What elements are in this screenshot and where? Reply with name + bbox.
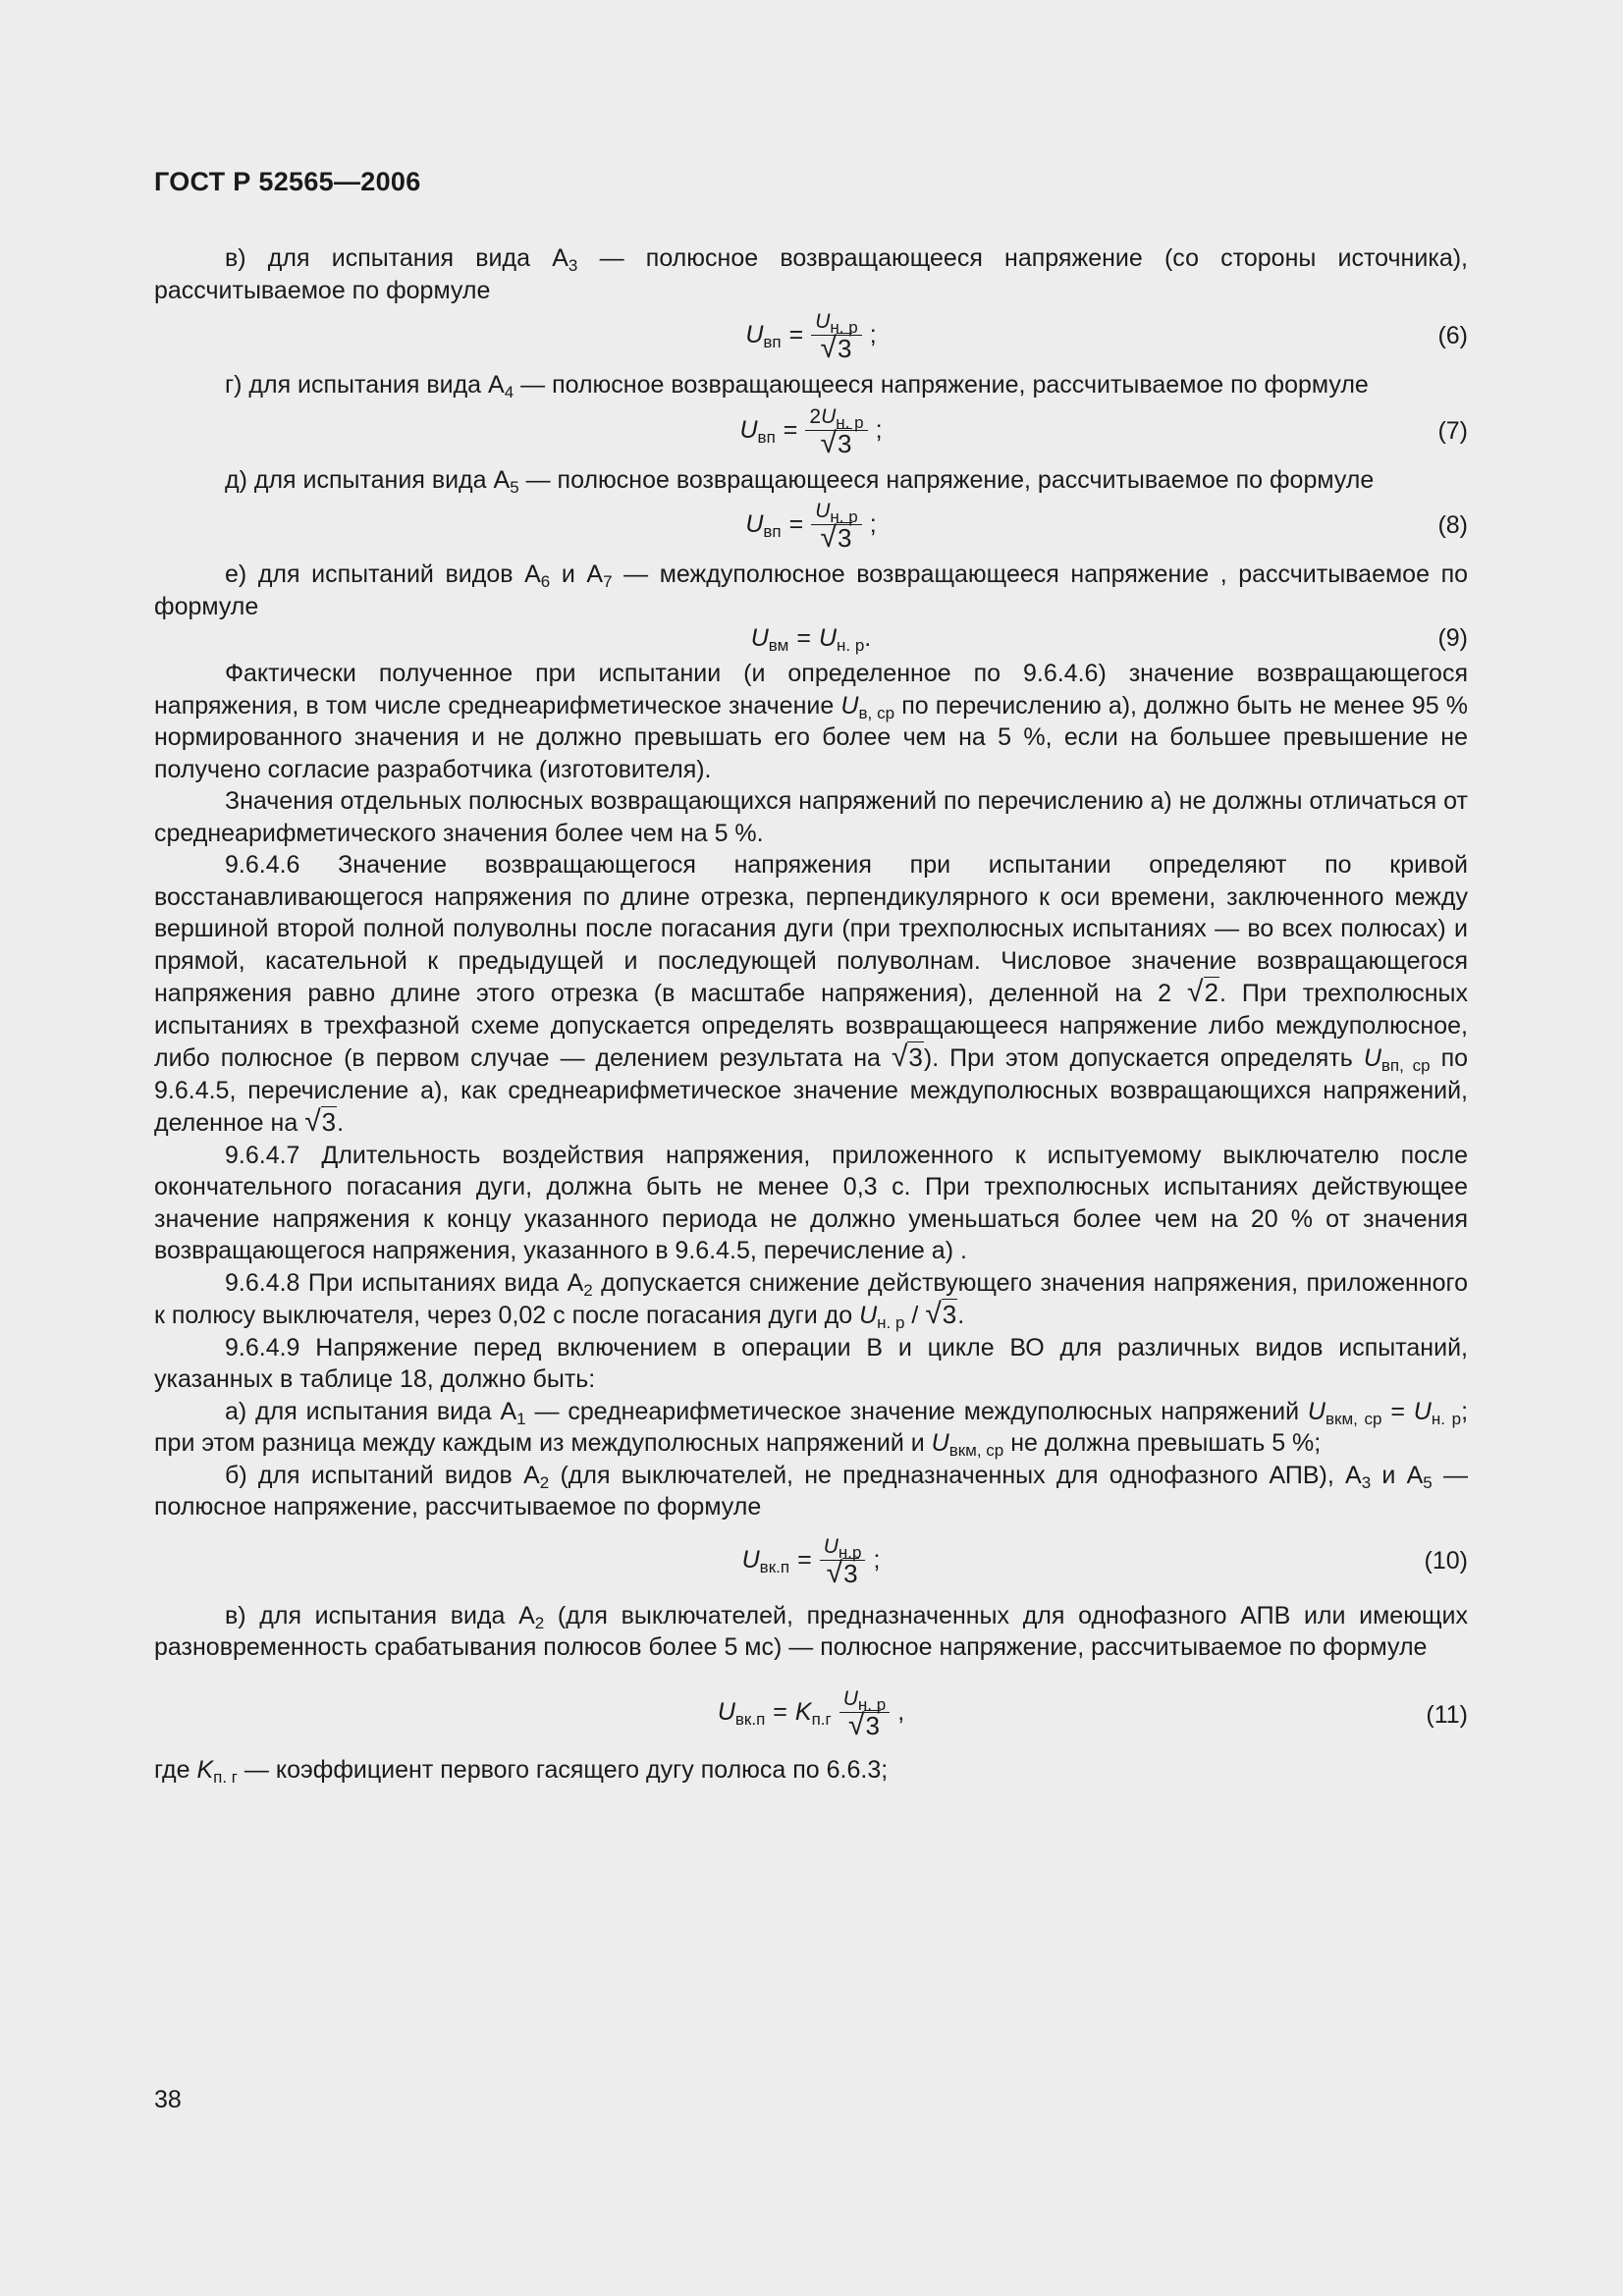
formula-6: $U_{вп}$ = $\frac{U_{н. р}}{√3}$ ; (6) [745, 310, 1468, 364]
paragraph-item-b: б) для испытаний видов $А_2$ (для выключателей, не предназначенных для однофазного АПВ), $А_3$ и $А_5$ — полюсное напряжение, рассчитываемое по формуле [154, 1461, 1468, 1521]
paragraph-item-a: а) для испытания вида $А_1$ — среднеарифметическое значение междуполюсных напряжений $U_{вкм, ср} = U_{н. р}$; при этом разница между каждым из междуполюсных напряжений и $U_{вкм, ср}$ не должна превышать 5 %; [154, 1397, 1469, 1460]
formula-11: $U_{вк.п}$ = $K_{п.г}$ $\frac{U_{н. р}}{√3}$ , (11) [717, 1686, 1468, 1741]
formula-number: (7) [1437, 416, 1468, 445]
paragraph-item-g: г) для испытания вида $А_4$ — полюсное возвращающееся напряжение, рассчитываемое по формуле [225, 371, 1369, 401]
paragraph-where: где $K_{п. г}$ — коэффициент первого гасящего дугу полюса по 6.6.3; [154, 1755, 889, 1787]
formula-9: $U_{вм}$ = $U_{н. р}$. (9) [750, 624, 1468, 655]
formula-number: (6) [1437, 322, 1468, 349]
formula-7: $U_{вп}$ = $\frac{2U_{н. р}}{√3}$ ; (7) [739, 404, 1468, 459]
formula-number: (8) [1437, 511, 1468, 539]
formula-number: (10) [1424, 1546, 1468, 1575]
formula-8: $U_{вп}$ = $\frac{U_{н. р}}{√3}$ ; (8) [745, 500, 1468, 554]
paragraph-pole-voltages: Значения отдельных полюсных возвращающихся напряжений по перечислению а) не должны отличаться от среднеарифметического значения более чем на 5 %. [154, 787, 1468, 847]
document-header: ГОСТ Р 52565—2006 [154, 167, 421, 196]
formula-number: (9) [1437, 624, 1468, 652]
paragraph-item-e: е) для испытаний видов $А_6$ и $А_7$ — междуполюсное возвращающееся напряжение , рассчитываемое по формуле [154, 561, 1469, 620]
paragraph-9-6-4-8: 9.6.4.8 При испытаниях вида $А_2$ допускается снижение действующего значения напряжения, приложенного к полюсу выключателя, через 0,02 с после погасания дуги до $U_{н. р} / √3$. [154, 1268, 1468, 1332]
paragraph-item-d: д) для испытания вида $А_5$ — полюсное возвращающееся напряжение, рассчитываемое по формуле [225, 465, 1375, 497]
formula-10: $U_{вк.п}$ = $\frac{U_{н.р}}{√3}$ ; (10) [741, 1534, 1468, 1589]
document-body [154, 242, 1468, 1786]
paragraph-actual-voltage: Фактически полученное при испытании (и определенное по 9.6.4.6) значение возвращающегося напряжения, в том числе среднеарифметическое значение $U_{в, ср}$ по перечислению а), должно быть не менее 95 % нормированного значения и не должно превышать его более чем на 5 %, если на большее превышение не получено согласие разработчика (изготовителя). [154, 660, 1468, 783]
formula-number: (11) [1426, 1700, 1468, 1729]
page-number: 38 [154, 2086, 182, 2113]
paragraph-9-6-4-7: 9.6.4.7 Длительность воздействия напряжения, приложенного к испытуемому выключателю после окончательного погасания дуги, должна быть не менее 0,3 с. При трехполюсных испытаниях действующее значение напряжения к концу указанного периода не должно уменьшаться более чем на 20 % от значения возвращающегося напряжения, указанного в 9.6.4.5, перечисление а) . [154, 1141, 1468, 1264]
paragraph-9-6-4-6: 9.6.4.6 Значение возвращающегося напряжения при испытании определяют по кривой восстанавливающегося напряжения по длине отрезка, перпендикулярного к оси времени, заключенного между вершиной второй полной полуволны после погасания дуги (при трехполюсных испытаниях — во всех полюсах) и прямой, касательной к предыдущей и последующей полуволнам. Числовое значение возвращающегося напряжения равно длине этого отрезка (в масштабе напряжения), деленной на 2 √2. При трехполюсных испытаниях в трехфазной схеме допускается определять возвращающееся напряжение либо междуполюсное, либо полюсное (в первом случае — делением результата на √3). При этом допускается определять $U_{вп, ср}$ по 9.6.4.5, перечисление а), как среднеарифметическое значение междуполюсных возвращающихся напряжений, деленное на √3. [154, 851, 1469, 1138]
paragraph-item-v2: в) для испытания вида $А_2$ (для выключателей, предназначенных для однофазного АПВ или имеющих разновременность срабатывания полюсов более 5 мс) — полюсное напряжение, рассчитываемое по формуле [154, 1601, 1468, 1661]
paragraph-9-6-4-9: 9.6.4.9 Напряжение перед включением в операции В и цикле ВО для различных видов испытаний, указанных в таблице 18, должно быть: [154, 1333, 1468, 1393]
paragraph-item-v: в) для испытания вида $А_3$ — полюсное возвращающееся напряжение (со стороны источника), рассчитываемое по формуле [154, 244, 1468, 304]
